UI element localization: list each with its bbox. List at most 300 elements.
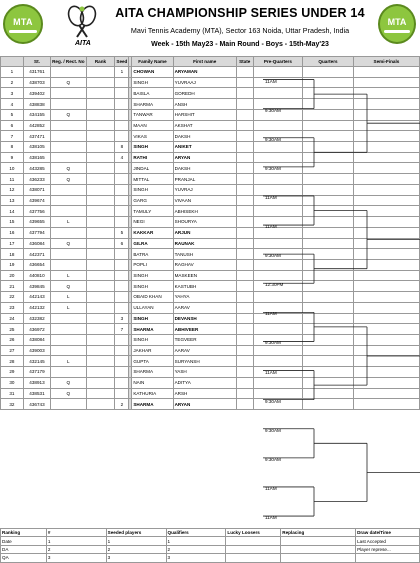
state — [236, 206, 253, 217]
col-prequarters: Pre-Quarters — [253, 57, 303, 67]
draw-position: 23 — [1, 302, 24, 313]
rank — [86, 206, 115, 217]
prequarters-cell — [253, 313, 303, 324]
first-name: ARSH — [173, 388, 236, 399]
first-name: AARAV — [173, 345, 236, 356]
first-name: DAKSH — [173, 163, 236, 174]
col-number — [1, 57, 24, 67]
state — [236, 270, 253, 281]
footer-row — [1, 554, 420, 562]
quarters-cell — [303, 195, 354, 206]
table-row — [1, 238, 420, 249]
state — [236, 356, 253, 367]
footer-cell: 3 — [106, 554, 166, 562]
rank — [86, 281, 115, 292]
draw-position: 18 — [1, 249, 24, 260]
semis-cell — [353, 227, 419, 238]
semis-cell — [353, 388, 419, 399]
state — [236, 99, 253, 110]
reg-number: 436972 — [23, 324, 50, 335]
first-name: KASTUBH — [173, 281, 236, 292]
prequarters-cell — [253, 388, 303, 399]
draw-position: 14 — [1, 206, 24, 217]
table-row — [1, 120, 420, 131]
state — [236, 120, 253, 131]
reg-number: 439655 — [23, 217, 50, 228]
draw-position: 9 — [1, 152, 24, 163]
state — [236, 324, 253, 335]
table-row — [1, 292, 420, 303]
match-time: 11AM — [265, 194, 277, 200]
rank — [86, 217, 115, 228]
draw-position: 6 — [1, 120, 24, 131]
rank — [86, 313, 115, 324]
player-status — [51, 67, 86, 78]
reg-number: 432145 — [23, 356, 50, 367]
first-name: ANIKET — [173, 142, 236, 153]
quarters-cell — [303, 88, 354, 99]
semis-cell — [353, 120, 419, 131]
state — [236, 292, 253, 303]
rank — [86, 356, 115, 367]
reg-number: 438913 — [23, 377, 50, 388]
prequarters-cell — [253, 67, 303, 78]
match-time: 11AM — [265, 78, 277, 84]
first-name: ABHISEKH — [173, 206, 236, 217]
family-name: TAMULY — [132, 206, 173, 217]
match-time: 9:30AM — [265, 340, 281, 346]
quarters-cell — [303, 334, 354, 345]
footer-cell: Draw date/Time — [356, 529, 420, 537]
table-row — [1, 217, 420, 228]
semis-cell — [353, 77, 419, 88]
prequarters-cell — [253, 324, 303, 335]
mta-logo-left — [3, 4, 43, 44]
semis-cell — [353, 356, 419, 367]
semis-cell — [353, 88, 419, 99]
rank — [86, 367, 115, 378]
logo-text: MTA — [13, 17, 33, 27]
semis-cell — [353, 324, 419, 335]
player-status — [51, 142, 86, 153]
semis-cell — [353, 184, 419, 195]
rank — [86, 377, 115, 388]
rank — [86, 67, 115, 78]
player-status: Q — [51, 77, 86, 88]
first-name: TEGVEER — [173, 334, 236, 345]
seed — [115, 109, 129, 120]
player-status: L — [51, 356, 86, 367]
seed — [115, 259, 129, 270]
rank — [86, 227, 115, 238]
seed — [115, 270, 129, 281]
family-name: SINGH — [132, 142, 173, 153]
draw-position: 5 — [1, 109, 24, 120]
prequarters-cell — [253, 206, 303, 217]
player-status — [51, 206, 86, 217]
table-row — [1, 313, 420, 324]
family-name: BAISLA — [132, 88, 173, 99]
reg-number: 437179 — [23, 367, 50, 378]
reg-number: 436233 — [23, 174, 50, 185]
prequarters-cell — [253, 142, 303, 153]
family-name: NEGI — [132, 217, 173, 228]
footer-row — [1, 545, 420, 553]
reg-number: 442852 — [23, 120, 50, 131]
draw-position: 26 — [1, 334, 24, 345]
player-status: Q — [51, 281, 86, 292]
reg-number: 438838 — [23, 99, 50, 110]
match-time: 11AM — [265, 515, 277, 521]
table-row — [1, 99, 420, 110]
state — [236, 399, 253, 410]
first-name: YUVRAAJ — [173, 77, 236, 88]
draw-position: 16 — [1, 227, 24, 238]
semis-cell — [353, 206, 419, 217]
family-name: POPLI — [132, 259, 173, 270]
draw-position: 2 — [1, 77, 24, 88]
seed — [115, 206, 129, 217]
semis-cell — [353, 302, 419, 313]
aita-logo-text: AITA — [75, 40, 91, 47]
prequarters-cell — [253, 88, 303, 99]
family-name: SINGH — [132, 184, 173, 195]
footer-cell: 2 — [46, 545, 106, 553]
draw-position: 3 — [1, 88, 24, 99]
first-name: PRANJAL — [173, 174, 236, 185]
header — [0, 0, 420, 56]
state — [236, 249, 253, 260]
player-status: Q — [51, 163, 86, 174]
footer-cell: Player represe... — [356, 545, 420, 553]
table-row — [1, 152, 420, 163]
footer-cell — [281, 537, 356, 545]
player-status: L — [51, 270, 86, 281]
table-row — [1, 270, 420, 281]
family-name: MITTAL — [132, 174, 173, 185]
col-rank: Rank — [86, 57, 115, 67]
prequarters-cell — [253, 77, 303, 88]
footer-table — [0, 528, 420, 563]
state — [236, 163, 253, 174]
table-row — [1, 259, 420, 270]
rank — [86, 174, 115, 185]
page-title: AITA CHAMPIONSHIP SERIES UNDER 14 — [115, 6, 365, 20]
family-name: JINDAL — [132, 163, 173, 174]
seed — [115, 377, 129, 388]
state — [236, 302, 253, 313]
draw-position: 29 — [1, 367, 24, 378]
table-row — [1, 174, 420, 185]
family-name: SINGH — [132, 270, 173, 281]
mta-logo-right — [378, 4, 416, 44]
table-row — [1, 163, 420, 174]
player-status: Q — [51, 174, 86, 185]
player-status: L — [51, 292, 86, 303]
quarters-cell — [303, 174, 354, 185]
state — [236, 131, 253, 142]
seed — [115, 99, 129, 110]
footer-cell: Last Accepted — [356, 537, 420, 545]
quarters-cell — [303, 142, 354, 153]
first-name: DEVANSH — [173, 313, 236, 324]
table-row — [1, 109, 420, 120]
match-time: 11AM — [265, 224, 277, 230]
semis-cell — [353, 99, 419, 110]
rank — [86, 142, 115, 153]
state — [236, 281, 253, 292]
semis-cell — [353, 345, 419, 356]
draw-position: 13 — [1, 195, 24, 206]
match-time: 12:30PM — [265, 282, 284, 288]
draw-position: 12 — [1, 184, 24, 195]
table-row — [1, 281, 420, 292]
semis-cell — [353, 142, 419, 153]
footer-cell: 3 — [46, 554, 106, 562]
footer-cell: 3 — [166, 554, 226, 562]
footer-cell: 1 — [46, 537, 106, 545]
semis-cell — [353, 249, 419, 260]
first-name: RAUNAK — [173, 238, 236, 249]
family-name: KAKKAR — [132, 227, 173, 238]
semis-cell — [353, 259, 419, 270]
state — [236, 174, 253, 185]
draw-position: 10 — [1, 163, 24, 174]
semis-cell — [353, 109, 419, 120]
first-name: MASKEEN — [173, 270, 236, 281]
prequarters-cell — [253, 367, 303, 378]
seed: 3 — [115, 313, 129, 324]
footer-cell: Date — [1, 537, 47, 545]
quarters-cell — [303, 377, 354, 388]
rank — [86, 399, 115, 410]
state — [236, 259, 253, 270]
seed — [115, 367, 129, 378]
semis-cell — [353, 163, 419, 174]
seed — [115, 195, 129, 206]
footer-cell: 1 — [166, 537, 226, 545]
semis-cell — [353, 67, 419, 78]
draw-position: 28 — [1, 356, 24, 367]
table-row — [1, 249, 420, 260]
first-name: AKSHAT — [173, 120, 236, 131]
quarters-cell — [303, 77, 354, 88]
first-name: TANUSH — [173, 249, 236, 260]
player-status: L — [51, 217, 86, 228]
footer-cell — [226, 545, 281, 553]
footer-cell: Qualifiers — [166, 529, 226, 537]
quarters-cell — [303, 292, 354, 303]
seed: 7 — [115, 324, 129, 335]
reg-number: 438105 — [23, 142, 50, 153]
col-seed: Seed — [115, 57, 129, 67]
reg-number: 439845 — [23, 281, 50, 292]
quarters-cell — [303, 388, 354, 399]
draw-table — [0, 56, 420, 410]
reg-number: 442132 — [23, 302, 50, 313]
seed — [115, 88, 129, 99]
prequarters-cell — [253, 227, 303, 238]
reg-number: 439674 — [23, 195, 50, 206]
semis-cell — [353, 377, 419, 388]
quarters-cell — [303, 120, 354, 131]
reg-number: 443285 — [23, 163, 50, 174]
player-status — [51, 324, 86, 335]
seed — [115, 120, 129, 131]
match-time: 9:30AM — [265, 165, 281, 171]
col-reg: Reg. / Rect. No — [51, 57, 86, 67]
family-name: ULLAYAN — [132, 302, 173, 313]
rank — [86, 152, 115, 163]
quarters-cell — [303, 206, 354, 217]
first-name: SHOURYA — [173, 217, 236, 228]
draw-position: 27 — [1, 345, 24, 356]
first-name: SURYANSH — [173, 356, 236, 367]
quarters-cell — [303, 249, 354, 260]
first-name: ARYAMAN — [173, 67, 236, 78]
state — [236, 217, 253, 228]
col-state: State — [236, 57, 253, 67]
logo-text: MTA — [387, 17, 407, 27]
reg-number: 438071 — [23, 184, 50, 195]
prequarters-cell — [253, 356, 303, 367]
family-name: SHARMA — [132, 99, 173, 110]
prequarters-cell — [253, 345, 303, 356]
draw-position: 21 — [1, 281, 24, 292]
semis-cell — [353, 367, 419, 378]
seed — [115, 356, 129, 367]
table-row — [1, 227, 420, 238]
semis-cell — [353, 399, 419, 410]
semis-cell — [353, 174, 419, 185]
match-time: 9:30AM — [265, 253, 281, 259]
seed — [115, 334, 129, 345]
rank — [86, 195, 115, 206]
quarters-cell — [303, 302, 354, 313]
draw-position: 25 — [1, 324, 24, 335]
draw-position: 4 — [1, 99, 24, 110]
tennis-racket-icon — [63, 4, 101, 40]
seed: 5 — [115, 227, 129, 238]
reg-number: 436743 — [23, 399, 50, 410]
first-name: AARAV — [173, 302, 236, 313]
first-name: YUVRAJ — [173, 184, 236, 195]
table-row — [1, 345, 420, 356]
rank — [86, 292, 115, 303]
draw-position: 1 — [1, 67, 24, 78]
first-name: VIVAAN — [173, 195, 236, 206]
state — [236, 388, 253, 399]
table-row — [1, 206, 420, 217]
rank — [86, 184, 115, 195]
footer-cell: 2 — [106, 545, 166, 553]
family-name: NAIN — [132, 377, 173, 388]
prequarters-cell — [253, 184, 303, 195]
semis-cell — [353, 313, 419, 324]
rank — [86, 270, 115, 281]
seed — [115, 163, 129, 174]
footer-cell: DA — [1, 545, 47, 553]
rank — [86, 131, 115, 142]
col-family: Family Name — [132, 57, 173, 67]
first-name: GOREDH — [173, 88, 236, 99]
prequarters-cell — [253, 195, 303, 206]
seed: 1 — [115, 67, 129, 78]
draw-position: 17 — [1, 238, 24, 249]
venue-line: Mavi Tennis Academy (MTA), Sector 163 Noida, Uttar Pradesh, India — [130, 26, 350, 35]
col-semis: Semi-Finals — [353, 57, 419, 67]
semis-cell — [353, 152, 419, 163]
player-status: Q — [51, 388, 86, 399]
quarters-cell — [303, 259, 354, 270]
family-name: RATHI — [132, 152, 173, 163]
match-time: 9:30AM — [265, 398, 281, 404]
reg-number: 442143 — [23, 292, 50, 303]
footer-cell: Lucky Loosers — [226, 529, 281, 537]
match-time: 11AM — [265, 311, 277, 317]
semis-cell — [353, 195, 419, 206]
semis-cell — [353, 238, 419, 249]
footer-cell: Replacing — [281, 529, 356, 537]
rank — [86, 238, 115, 249]
table-row — [1, 142, 420, 153]
first-name: ABHIVEER — [173, 324, 236, 335]
first-name: ANSH — [173, 99, 236, 110]
seed — [115, 292, 129, 303]
player-status — [51, 367, 86, 378]
state — [236, 109, 253, 120]
footer-cell: # — [46, 529, 106, 537]
reg-number: 438084 — [23, 334, 50, 345]
quarters-cell — [303, 313, 354, 324]
prequarters-cell — [253, 152, 303, 163]
player-status — [51, 99, 86, 110]
state — [236, 142, 253, 153]
quarters-cell — [303, 399, 354, 410]
seed: 2 — [115, 399, 129, 410]
prequarters-cell — [253, 238, 303, 249]
quarters-cell — [303, 99, 354, 110]
footer-cell — [226, 554, 281, 562]
quarters-cell — [303, 163, 354, 174]
player-status — [51, 131, 86, 142]
seed — [115, 184, 129, 195]
player-status: Q — [51, 238, 86, 249]
table-row — [1, 184, 420, 195]
quarters-cell — [303, 345, 354, 356]
table-row — [1, 388, 420, 399]
player-status — [51, 345, 86, 356]
col-st: St. — [23, 57, 50, 67]
reg-number: 438165 — [23, 152, 50, 163]
state — [236, 152, 253, 163]
reg-number: 432382 — [23, 313, 50, 324]
seed — [115, 249, 129, 260]
player-status — [51, 152, 86, 163]
seed — [115, 281, 129, 292]
footer-cell: Ranking — [1, 529, 47, 537]
draw-position: 15 — [1, 217, 24, 228]
reg-number: 438703 — [23, 77, 50, 88]
state — [236, 88, 253, 99]
prequarters-cell — [253, 120, 303, 131]
family-name: SHARMA — [132, 399, 173, 410]
quarters-cell — [303, 109, 354, 120]
player-status — [51, 249, 86, 260]
reg-number: 439402 — [23, 88, 50, 99]
reg-number: 434155 — [23, 109, 50, 120]
seed: 4 — [115, 152, 129, 163]
